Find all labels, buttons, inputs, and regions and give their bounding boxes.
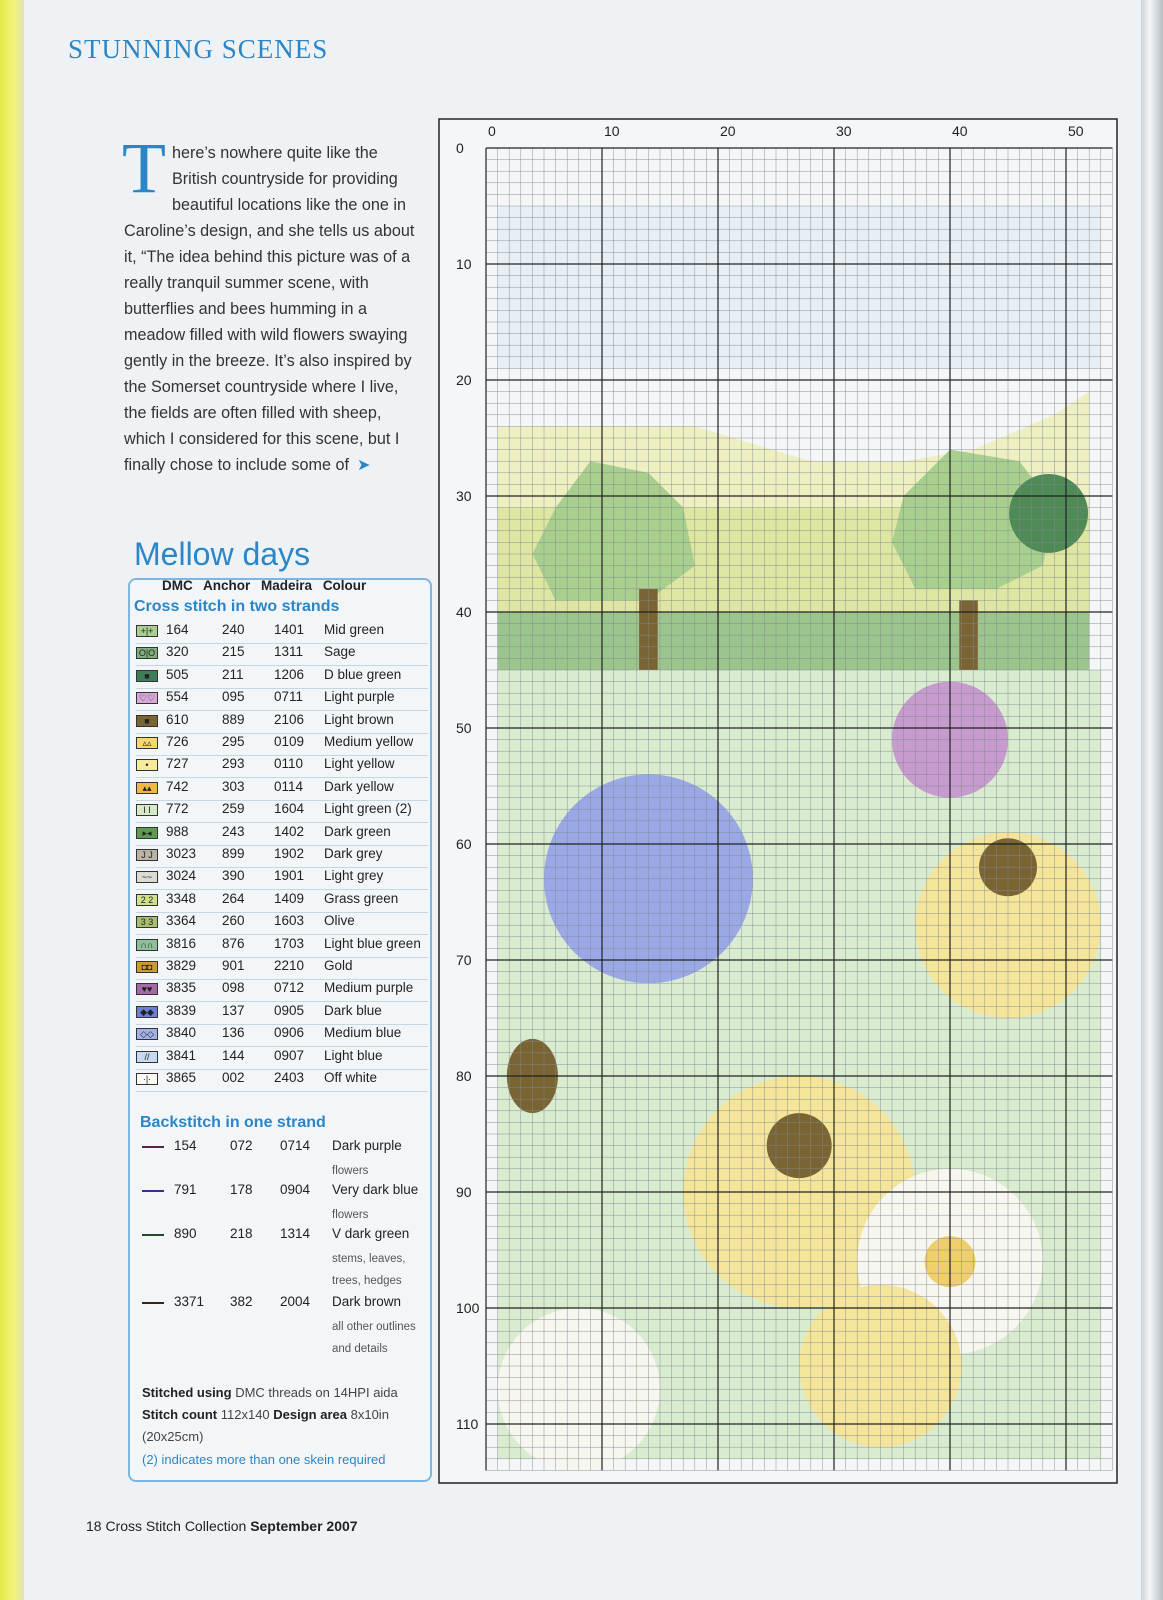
- colour-name: Dark purple: [332, 1138, 402, 1153]
- dmc-code: 3841: [166, 1047, 197, 1063]
- anchor-code: 137: [222, 1002, 245, 1018]
- cross-stitch-heading: Cross stitch in two strands: [134, 598, 340, 615]
- design-area-cm: (20x25cm): [142, 1429, 204, 1444]
- colour-name: V dark green: [332, 1226, 410, 1241]
- key-row-3839: [136, 1003, 428, 1025]
- colour-name: Light brown: [324, 711, 394, 727]
- madeira-code: 0114: [274, 778, 304, 794]
- anchor-code: 215: [222, 644, 245, 660]
- row-number: 80: [456, 1068, 472, 1084]
- anchor-code: 243: [222, 823, 245, 839]
- anchor-code: 876: [222, 935, 245, 951]
- key-header-madeira: Madeira: [261, 578, 313, 593]
- symbol-swatch-icon: ·|·: [136, 1073, 158, 1085]
- colour-name: Grass green: [324, 890, 399, 906]
- row-number: 70: [456, 952, 472, 968]
- madeira-code: 1604: [274, 801, 305, 817]
- key-row-3835: [136, 980, 428, 1002]
- anchor-code: 095: [222, 689, 245, 705]
- colour-name: Dark yellow: [324, 778, 394, 794]
- row-number: 90: [456, 1184, 472, 1200]
- stitch-count-value: 112x140: [220, 1407, 270, 1422]
- symbol-swatch-icon: ◘◘: [136, 961, 158, 973]
- dmc-code: 3348: [166, 890, 197, 906]
- madeira-code: 1402: [274, 823, 305, 839]
- dmc-code: 3024: [166, 868, 197, 884]
- key-header-colour: Colour: [322, 578, 367, 593]
- key-row-988: [136, 824, 428, 846]
- key-row-3024: [136, 868, 428, 890]
- dmc-code: 3840: [166, 1025, 197, 1041]
- symbol-swatch-icon: ◆◆: [136, 1006, 158, 1018]
- key-row-727: [136, 756, 428, 778]
- anchor-code: 211: [222, 666, 244, 682]
- symbol-swatch-icon: ♡♡: [136, 692, 158, 704]
- dmc-code: 890: [174, 1226, 197, 1241]
- chart-svg: [438, 118, 1118, 1484]
- design-area-label: Design area: [273, 1407, 347, 1422]
- dmc-code: 742: [166, 778, 189, 794]
- colour-name: Olive: [324, 913, 355, 929]
- stitched-using-label: Stitched using: [142, 1385, 232, 1400]
- colour-name: Sage: [324, 644, 356, 660]
- colour-name: Light grey: [324, 868, 384, 884]
- anchor-code: 136: [222, 1025, 245, 1041]
- symbol-swatch-icon: 2 2: [136, 894, 158, 906]
- key-row-164: [136, 622, 428, 644]
- anchor-code: 259: [222, 801, 245, 817]
- key-title: Mellow days: [134, 536, 311, 572]
- key-header-dmc: DMC: [162, 578, 193, 593]
- row-number: 20: [456, 372, 472, 388]
- dmc-code: 3835: [166, 980, 197, 996]
- backstitch-note: all other outlines: [332, 1321, 416, 1333]
- issue-date: September 2007: [250, 1518, 358, 1534]
- intro-text: here’s nowhere quite like the British countryside for providing beautiful locations like the one in Caroline’s design, and she tells us about it, “The idea behind this picture was of a really tranquil summer scene, with butterflies and bees humming in a meadow filled with wild flowers swaying gently in the breeze. It’s also inspired by the Somerset countryside where I live, the fields are often filled with sheep, which I considered for this scene, but I finally chose to include some of: [124, 144, 415, 474]
- symbol-swatch-icon: //: [136, 1051, 158, 1063]
- key-row-3364: [136, 913, 428, 935]
- anchor-code: 382: [230, 1294, 253, 1309]
- dmc-code: 3364: [166, 913, 197, 929]
- key-row-772: [136, 801, 428, 823]
- anchor-code: 264: [222, 890, 245, 906]
- dmc-code: 727: [166, 756, 189, 772]
- skein-note: (2) indicates more than one skein required: [142, 1452, 386, 1467]
- anchor-code: 295: [222, 734, 245, 749]
- colour-name: Off white: [324, 1070, 378, 1085]
- colour-name: Dark grey: [324, 846, 383, 861]
- symbol-swatch-icon: •: [136, 759, 158, 771]
- madeira-code: 0904: [280, 1182, 311, 1197]
- dmc-code: 154: [174, 1138, 197, 1153]
- colour-name: Light purple: [324, 689, 395, 705]
- colour-name: Medium purple: [324, 980, 414, 996]
- row-number: 110: [456, 1416, 479, 1432]
- madeira-code: 0906: [274, 1025, 305, 1041]
- dmc-code: 3023: [166, 846, 197, 861]
- key-row-3865: [136, 1070, 428, 1092]
- continue-arrow-icon: ➤: [356, 457, 371, 474]
- madeira-code: 0712: [274, 980, 305, 996]
- madeira-code: 1902: [274, 846, 305, 861]
- symbol-swatch-icon: ∩∩: [136, 939, 158, 951]
- madeira-code: 1314: [280, 1226, 311, 1241]
- colour-name: Light blue: [324, 1047, 383, 1063]
- anchor-code: 002: [222, 1070, 245, 1085]
- anchor-code: 293: [222, 756, 245, 772]
- symbol-swatch-icon: I I: [136, 804, 158, 816]
- backstitch-notes: [332, 1204, 368, 1226]
- key-row-610: [136, 712, 428, 734]
- anchor-code: 098: [222, 980, 245, 996]
- backstitch-notes: [332, 1316, 416, 1360]
- key-row-3348: [136, 891, 428, 913]
- intro-paragraph: [122, 128, 424, 479]
- design-area-value: 8x10in: [350, 1407, 389, 1422]
- dmc-code: 505: [166, 666, 189, 682]
- column-number: 30: [836, 123, 852, 139]
- colour-name: Light blue green: [324, 935, 421, 951]
- backstitch-line-icon: [142, 1190, 164, 1192]
- magazine-name: Cross Stitch Collection: [105, 1518, 247, 1534]
- dmc-code: 3816: [166, 935, 197, 951]
- anchor-code: 303: [222, 778, 245, 794]
- column-number: 0: [488, 123, 496, 139]
- madeira-code: 0711: [274, 689, 304, 705]
- key-header-anchor: Anchor: [203, 578, 251, 593]
- backstitch-heading: Backstitch in one strand: [140, 1114, 326, 1131]
- backstitch-notes: [332, 1160, 368, 1182]
- colour-name: Gold: [324, 958, 353, 973]
- key-row-320: [136, 644, 428, 666]
- key-row-726: [136, 734, 428, 756]
- backstitch-note: flowers: [332, 1165, 369, 1177]
- symbol-swatch-icon: ▴▴: [136, 782, 158, 794]
- symbol-swatch-icon: 3 3: [136, 916, 158, 928]
- madeira-code: 2210: [274, 958, 305, 973]
- key-row-3023: [136, 846, 428, 868]
- madeira-code: 0905: [274, 1002, 305, 1018]
- dmc-code: 164: [166, 622, 189, 637]
- madeira-code: 2106: [274, 711, 305, 727]
- key-row-3840: [136, 1025, 428, 1047]
- hedge-row: [498, 612, 1090, 670]
- drop-cap: T: [122, 128, 166, 208]
- dmc-code: 610: [166, 711, 189, 727]
- stitched-using-value: DMC threads on 14HPI aida: [235, 1385, 398, 1400]
- column-number: 10: [604, 123, 620, 139]
- madeira-code: 1901: [274, 868, 305, 884]
- page-number: 18: [86, 1518, 102, 1534]
- row-number: 30: [456, 488, 472, 504]
- colour-name: D blue green: [324, 666, 402, 682]
- anchor-code: 390: [222, 868, 245, 884]
- colour-name: Medium blue: [324, 1025, 402, 1041]
- column-number: 50: [1068, 123, 1084, 139]
- row-number: 40: [456, 604, 472, 620]
- row-number: 100: [456, 1300, 480, 1316]
- anchor-code: 899: [222, 846, 245, 861]
- colour-name: Mid green: [324, 622, 385, 637]
- anchor-code: 144: [222, 1047, 245, 1063]
- symbol-swatch-icon: +|+: [136, 625, 158, 637]
- madeira-code: 1409: [274, 890, 305, 906]
- colour-name: Dark blue: [324, 1002, 382, 1018]
- dmc-code: 988: [166, 823, 189, 839]
- madeira-code: 1206: [274, 666, 305, 682]
- page-edge-strip: [0, 0, 24, 1600]
- symbol-swatch-icon: ♥♥: [136, 983, 158, 995]
- anchor-code: 889: [222, 711, 245, 727]
- colour-name: Medium yellow: [324, 734, 414, 749]
- anchor-code: 072: [230, 1138, 253, 1153]
- key-row-505: [136, 667, 428, 689]
- dmc-code: 3839: [166, 1002, 197, 1018]
- colour-name: Very dark blue: [332, 1182, 419, 1197]
- backstitch-line-icon: [142, 1234, 164, 1236]
- stitch-info: [142, 1382, 422, 1448]
- colour-name: Dark green: [324, 823, 391, 839]
- column-number: 40: [952, 123, 968, 139]
- backstitch-note: and details: [332, 1343, 388, 1355]
- symbol-swatch-icon: ■: [136, 670, 158, 682]
- madeira-code: 0110: [274, 756, 304, 772]
- column-number: 20: [720, 123, 736, 139]
- page-footer: [86, 1518, 358, 1534]
- symbol-swatch-icon: ▸◂: [136, 827, 158, 839]
- dmc-code: 726: [166, 734, 189, 749]
- colour-name: Light yellow: [324, 756, 395, 772]
- colour-name: Light green (2): [324, 801, 412, 817]
- stitch-count-label: Stitch count: [142, 1407, 218, 1422]
- madeira-code: 0109: [274, 734, 305, 749]
- row-number: 60: [456, 836, 472, 852]
- madeira-code: 2403: [274, 1070, 305, 1085]
- key-column-headers: [162, 578, 373, 593]
- row-number: 0: [456, 140, 464, 156]
- madeira-code: 1311: [274, 644, 304, 660]
- backstitch-note: trees, hedges: [332, 1275, 402, 1287]
- symbol-swatch-icon: ◇◇: [136, 1028, 158, 1040]
- backstitch-note: flowers: [332, 1209, 369, 1221]
- symbol-swatch-icon: O|O: [136, 647, 158, 659]
- row-number: 10: [456, 256, 472, 272]
- dmc-code: 3371: [174, 1294, 205, 1309]
- anchor-code: 218: [230, 1226, 253, 1241]
- page-gutter: [1141, 0, 1163, 1600]
- dmc-code: 320: [166, 644, 189, 660]
- madeira-code: 1603: [274, 913, 305, 929]
- dmc-code: 3865: [166, 1070, 197, 1085]
- madeira-code: 0714: [280, 1138, 311, 1153]
- dmc-code: 791: [174, 1182, 197, 1197]
- madeira-code: 1703: [274, 935, 305, 951]
- key-row-742: [136, 779, 428, 801]
- anchor-code: 901: [222, 958, 245, 973]
- madeira-code: 2004: [280, 1294, 311, 1309]
- cross-stitch-chart: [438, 118, 1118, 1484]
- madeira-code: 1401: [274, 622, 305, 637]
- backstitch-line-icon: [142, 1302, 164, 1304]
- dmc-code: 554: [166, 689, 189, 705]
- key-row-3816: [136, 936, 428, 958]
- dmc-code: 3829: [166, 958, 197, 973]
- key-row-3829: [136, 958, 428, 980]
- symbol-swatch-icon: J J: [136, 849, 158, 861]
- key-row-3841: [136, 1048, 428, 1070]
- tree-dark-bush: [1009, 474, 1088, 553]
- backstitch-line-icon: [142, 1146, 164, 1148]
- madeira-code: 0907: [274, 1047, 305, 1063]
- key-row-554: [136, 689, 428, 711]
- anchor-code: 240: [222, 622, 245, 637]
- row-number: 50: [456, 720, 472, 736]
- symbol-swatch-icon: ▵▵: [136, 737, 158, 749]
- backstitch-note: stems, leaves,: [332, 1253, 406, 1265]
- symbol-swatch-icon: ~~: [136, 871, 158, 883]
- backstitch-notes: [332, 1248, 406, 1292]
- section-title: STUNNING SCENES: [68, 34, 329, 64]
- anchor-code: 178: [230, 1182, 253, 1197]
- symbol-swatch-icon: ■: [136, 715, 158, 727]
- colour-name: Dark brown: [332, 1294, 402, 1309]
- anchor-code: 260: [222, 913, 245, 929]
- dmc-code: 772: [166, 801, 189, 817]
